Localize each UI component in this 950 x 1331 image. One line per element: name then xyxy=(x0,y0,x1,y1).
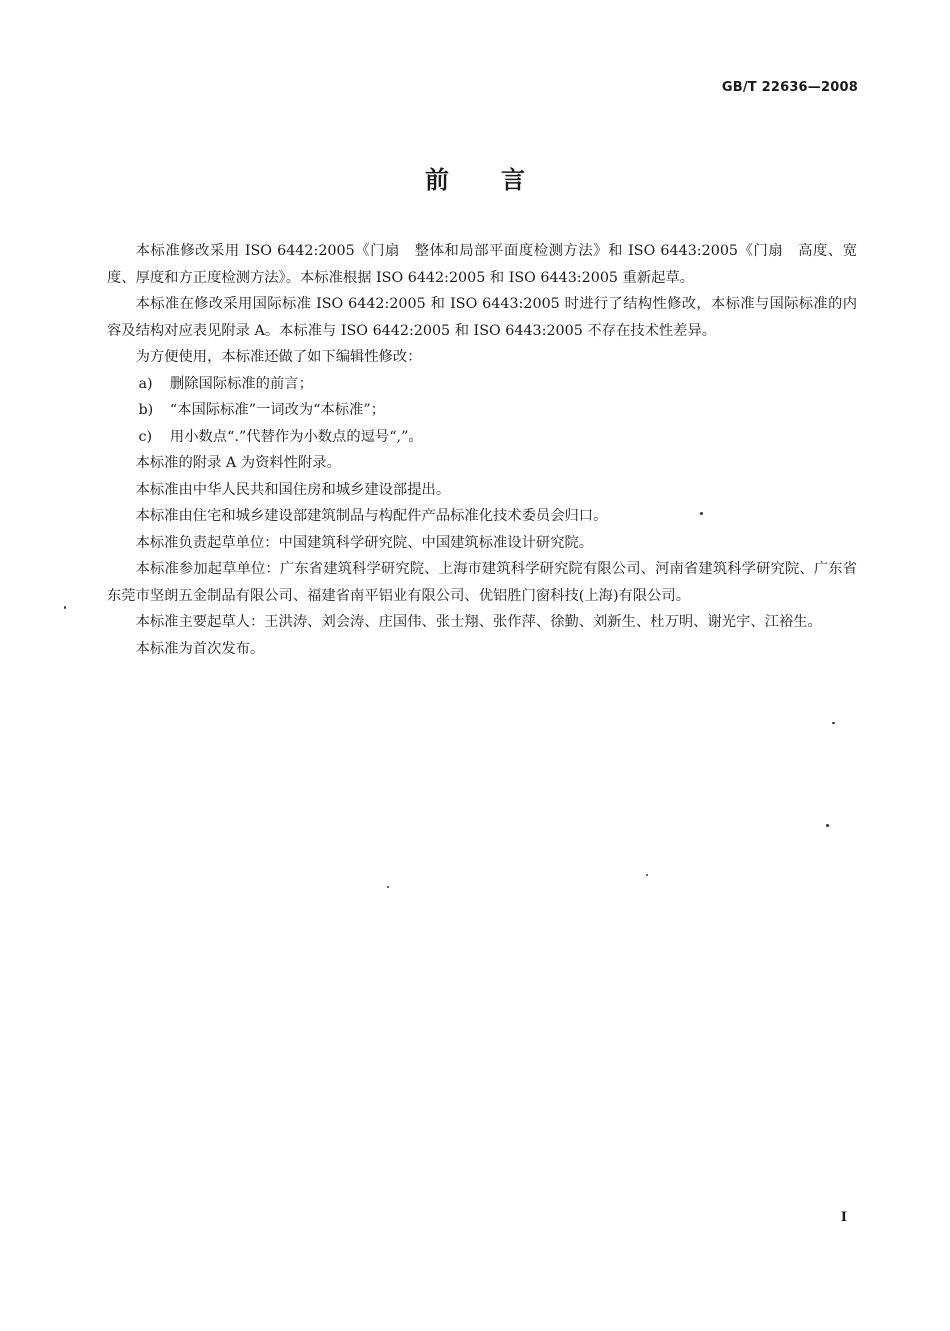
scan-speck xyxy=(832,722,835,724)
page-number: I xyxy=(840,1210,847,1225)
paragraph-annex: 本标准的附录 A 为资料性附录。 xyxy=(135,455,341,471)
list-item-text: 用小数点“.”代替作为小数点的逗号“,”。 xyxy=(169,428,423,445)
paragraph-adoption: 本标准修改采用 ISO 6442:2005《门扇 整体和局部平面度检测方法》和 ISO 6443:2005《门扇 高度、宽度、厚度和方正度检测方法》。本标准根据 ISO 6442:2005 和 ISO 6443:2005 重新起草。 xyxy=(107,243,857,286)
list-item xyxy=(107,424,857,451)
paragraph-lead-drafters: 本标准负责起草单位：中国建筑科学研究院、中国建筑标准设计研究院。 xyxy=(135,534,594,551)
paragraph-main-drafters: 本标准主要起草人：王洪涛、刘会涛、庄国伟、张士翔、张作萍、徐勤、刘新生、杜万明、谢光宇、江裕生。 xyxy=(135,614,822,630)
scan-speck xyxy=(826,824,829,827)
scan-speck xyxy=(387,886,389,888)
list-marker: c) xyxy=(138,428,153,445)
scan-speck xyxy=(64,606,66,609)
list-item-text: 删除国际标准的前言； xyxy=(169,375,313,392)
foreword-body xyxy=(107,238,857,662)
scan-speck xyxy=(700,512,703,515)
paragraph-proposer: 本标准由中华人民共和国住房和城乡建设部提出。 xyxy=(135,481,451,498)
page-title: 前言 xyxy=(425,166,577,194)
standard-code: GB/T 22636—2008 xyxy=(721,80,858,95)
paragraph-structure: 本标准在修改采用国际标准 ISO 6442:2005 和 ISO 6443:2005 时进行了结构性修改，本标准与国际标准的内容及结构对应表见附录 A。本标准与 ISO 6442:2005 和 ISO 6443:2005 不存在技术性差异。 xyxy=(107,296,857,339)
list-marker: a) xyxy=(138,375,153,392)
list-item-text: “本国际标准”一词改为“本标准”； xyxy=(169,402,386,418)
paragraph-editorial-intro: 为方便使用，本标准还做了如下编辑性修改： xyxy=(135,349,422,365)
list-marker: b) xyxy=(138,402,154,418)
scan-speck xyxy=(646,874,648,876)
paragraph-participating-drafters: 本标准参加起草单位：广东省建筑科学研究院、上海市建筑科学研究院有限公司、河南省建筑科学研究院、广东省东莞市坚朗五金制品有限公司、福建省南平铝业有限公司、优铝胜门窗科技(上海)有限公司。 xyxy=(107,561,857,604)
list-item xyxy=(107,371,857,398)
paragraph-first-release: 本标准为首次发布。 xyxy=(135,640,265,657)
paragraph-committee: 本标准由住宅和城乡建设部建筑制品与构配件产品标准化技术委员会归口。 xyxy=(135,508,608,524)
list-item xyxy=(107,397,857,424)
